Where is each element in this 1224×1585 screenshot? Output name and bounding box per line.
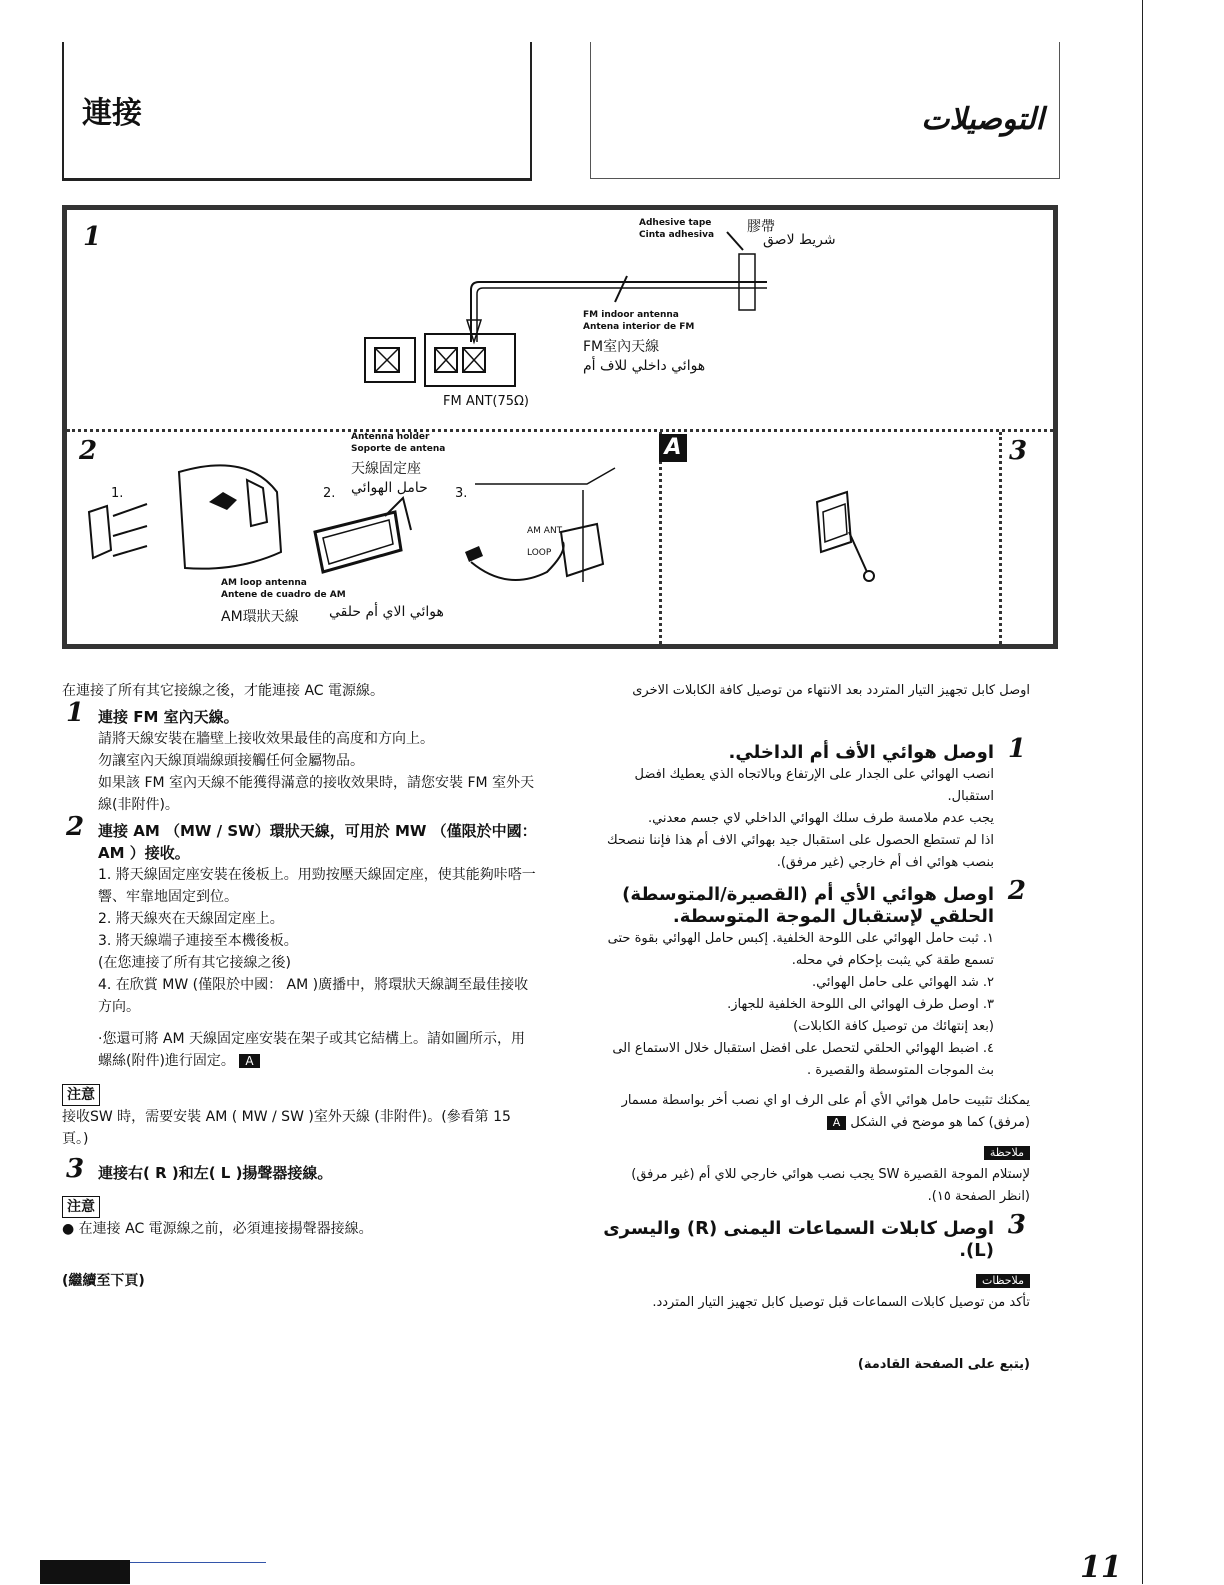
note-1-zh: [62, 1084, 538, 1150]
diagram-section-number-3: 3: [1009, 436, 1028, 466]
loop-terminal-label: LOOP: [527, 548, 552, 558]
note-tag-1-zh: 注意: [62, 1084, 100, 1106]
fm-ant-terminal-label: FM ANT(75Ω): [443, 394, 530, 409]
diagram-section-number-2: 2: [79, 436, 98, 466]
note-1-text-zh: 接收SW 時，需要安裝 AM ( MW / SW )室外天線 (非附件)。(參看第 15 頁。): [62, 1109, 511, 1147]
holder-screw-illustration: [787, 472, 907, 592]
step-2-zh: [62, 812, 538, 1072]
connection-diagram: [62, 205, 1058, 649]
step-1-ar: [600, 734, 1030, 874]
step-2-line-3-zh: 3. 將天線端子連接至本機後板。: [98, 933, 298, 949]
step-title-3-ar: اوصل كابلات السماعات اليمنى (R) واليسرى (L).: [603, 1218, 994, 1261]
scan-artifact-mark: [40, 1560, 130, 1584]
am-loop-label-en: AM loop antenna: [221, 578, 307, 588]
fm-antenna-illustration: [67, 210, 1043, 430]
am-step-1-label: 1.: [111, 486, 124, 501]
adhesive-tape-label-ar: شريط لاصق: [763, 232, 836, 248]
step-2-line-6-zh: [98, 1028, 538, 1072]
note-tag-2-ar: ملاحظات: [976, 1274, 1030, 1288]
intro-text-zh: 在連接了所有其它接線之後，才能連接 AC 電源線。: [62, 683, 385, 699]
step-2-line-5-zh: 4. 在欣賞 MW (僅限於中國： AM )廣播中，將環狀天線調至最佳接收方向。: [98, 977, 529, 1015]
note-tag-2-zh: 注意: [62, 1196, 100, 1218]
antenna-holder-label-zh: 天線固定座: [351, 461, 421, 477]
note-2-ar: [600, 1270, 1030, 1314]
note-2-text-zh: ● 在連接 AC 電源線之前，必須連接揚聲器接線。: [62, 1221, 373, 1237]
step-number-3-ar: 3: [1007, 1210, 1026, 1240]
continued-text-ar: (يتبع على الصفحة القادمة): [857, 1357, 1030, 1372]
step-3-zh: [62, 1154, 538, 1184]
page-title-chinese: 連接: [82, 96, 142, 131]
antenna-holder-label-ar: حامل الهوائي: [351, 480, 428, 496]
step-2-line-1-zh: 1. 將天線固定座安裝在後板上。用勁按壓天線固定座，使其能夠咔嗒一響、牢靠地固定到位。: [98, 867, 536, 905]
diagram-section-number-1: 1: [83, 222, 102, 252]
antenna-holder-label-en: Antenna holder: [351, 432, 430, 442]
note-2-text-ar: تأكد من توصيل كابلات السماعات قبل توصيل كابل تجهيز التيار المتردد.: [652, 1295, 1030, 1310]
diagram-badge-a: A: [659, 434, 687, 462]
step-title-2-zh: 連接 AM （MW / SW）環狀天線，可用於 MW （僅限於中國： AM ）接收。: [98, 822, 537, 862]
step-1-line-2-zh: 勿讓室內天線頂端線頭接觸任何金屬物品。: [98, 753, 364, 769]
diagram-divider-vertical-a: [659, 432, 662, 644]
step-2-line-5-ar: ٤. اضبط الهوائي الحلقي لتحصل على افضل استقبال خلال الاستماع الى بث الموجات المتوسطة والقصيرة .: [612, 1041, 994, 1078]
adhesive-tape-label-zh: 膠帶: [747, 219, 775, 235]
diagram-divider-vertical-3: [999, 432, 1002, 644]
note-1-ar: [600, 1142, 1030, 1208]
page-edge-line: [1142, 0, 1143, 1584]
am-loop-label-es: Antene de cuadro de AM: [221, 590, 346, 600]
step-2-line-4-zh: (在您連接了所有其它接線之後): [98, 955, 291, 971]
continued-text-zh: (繼續至下頁): [62, 1273, 145, 1289]
step-title-1-ar: اوصل هوائي الأف أم الداخلي.: [728, 742, 994, 763]
step-title-3-zh: 連接右( R )和左( L )揚聲器接線。: [98, 1164, 333, 1182]
fm-antenna-label-en: FM indoor antenna: [583, 310, 679, 320]
step-title-2-ar: اوصل هوائي الأي أم (القصيرة/المتوسطة) الحلقي لإستقبال الموجة المتوسطة.: [622, 884, 994, 927]
step-2-line-2-ar: ٢. شد الهوائي على حامل الهوائي.: [811, 975, 994, 990]
fm-antenna-label-ar: هوائي داخلي للاف أم: [583, 358, 706, 374]
antenna-holder-label-es: Soporte de antena: [351, 444, 446, 454]
fm-antenna-label-es: Antena interior de FM: [583, 322, 695, 332]
step-number-1-zh: 1: [66, 698, 85, 728]
step-1-line-2-ar: يجب عدم ملامسة طرف سلك الهوائي الداخلي لاي جسم معدني.: [647, 811, 994, 826]
note-1-text-ar: لإستلام الموجة القصيرة SW يجب نصب هوائي خارجي للاي أم (غير مرفق) (انظر الصفحة ١٥).: [631, 1167, 1030, 1204]
chinese-instructions: [62, 680, 538, 1292]
am-step-2-label: 2.: [323, 486, 336, 501]
page-number: 11: [1080, 1550, 1122, 1585]
step-2-line-1-ar: ١. ثبت حامل الهوائي على اللوحة الخلفية. إكبس حامل الهوائي بقوة حتى تسمع طقة كي يثبت بإحكام في محله.: [607, 931, 994, 968]
am-loop-label-ar: هوائي الاي أم حلقي: [329, 604, 444, 620]
step-1-line-3-ar: اذا لم تستطع الحصول على استقبال جيد بهوائي الاف أم هذا فإننا ننصحك بنصب هوائي اف أم خارجي (غير مرفق).: [606, 833, 994, 870]
am-ant-terminal-label: AM ANT: [527, 526, 563, 536]
am-loop-label-zh: AM環狀天線: [221, 609, 299, 625]
adhesive-tape-label-es: Cinta adhesiva: [639, 230, 715, 240]
step-1-zh: [62, 698, 538, 816]
step-number-3-zh: 3: [66, 1154, 85, 1184]
step-number-2-ar: 2: [1007, 876, 1026, 906]
step-2-line-3-ar: ٣. اوصل طرف الهوائي الى اللوحة الخلفية للجهاز.: [727, 997, 994, 1012]
fm-antenna-label-zh: FM室內天線: [583, 339, 660, 355]
step-2-ar: [600, 876, 1030, 1082]
step-number-2-zh: 2: [66, 812, 85, 842]
adhesive-tape-label-en: Adhesive tape: [639, 218, 712, 228]
step-2-line-4-ar: (بعد إنتهائك من توصيل كافة الكابلات): [793, 1019, 994, 1034]
am-step-3-label: 3.: [455, 486, 468, 501]
step-1-line-3-zh: 如果該 FM 室內天線不能獲得滿意的接收效果時，請您安裝 FM 室外天線(非附件)。: [98, 775, 535, 813]
step-2-line-6-text-ar: يمكنك تثبيت حامل هوائي الأي أم على الرف او اي نصب أخر بواسطة مسمار (مرفق) كما هو موضح في الشكل: [621, 1093, 1030, 1130]
step-1-line-1-ar: انصب الهوائي على الجدار على الإرتفاع وبالاتجاه الذي يعطيك افضل استقبال.: [634, 767, 994, 804]
step-1-line-1-zh: 請將天線安裝在牆壁上接收效果最佳的高度和方向上。: [98, 731, 434, 747]
step-title-1-zh: 連接 FM 室內天線。: [98, 708, 239, 726]
note-2-zh: [62, 1196, 538, 1240]
scan-artifact-line: [130, 1562, 266, 1563]
note-tag-1-ar: ملاحظة: [984, 1146, 1030, 1160]
step-3-ar: [600, 1210, 1030, 1262]
step-number-1-ar: 1: [1007, 734, 1026, 764]
step-2-line-6-ar: [600, 1090, 1030, 1134]
figure-ref-badge-zh: A: [239, 1054, 259, 1068]
step-2-line-2-zh: 2. 將天線夾在天線固定座上。: [98, 911, 284, 927]
intro-text-ar: اوصل كابل تجهيز التيار المتردد بعد الانتهاء من توصيل كافة الكابلات الاخرى: [632, 683, 1030, 698]
figure-ref-badge-ar: A: [827, 1116, 847, 1130]
arabic-instructions: [600, 680, 1030, 1376]
page-title-arabic: التوصيلات: [921, 102, 1044, 137]
step-2-line-6-text-zh: ·您還可將 AM 天線固定座安裝在架子或其它結構上。請如圖所示，用螺絲(附件)進行固定。: [98, 1031, 526, 1069]
